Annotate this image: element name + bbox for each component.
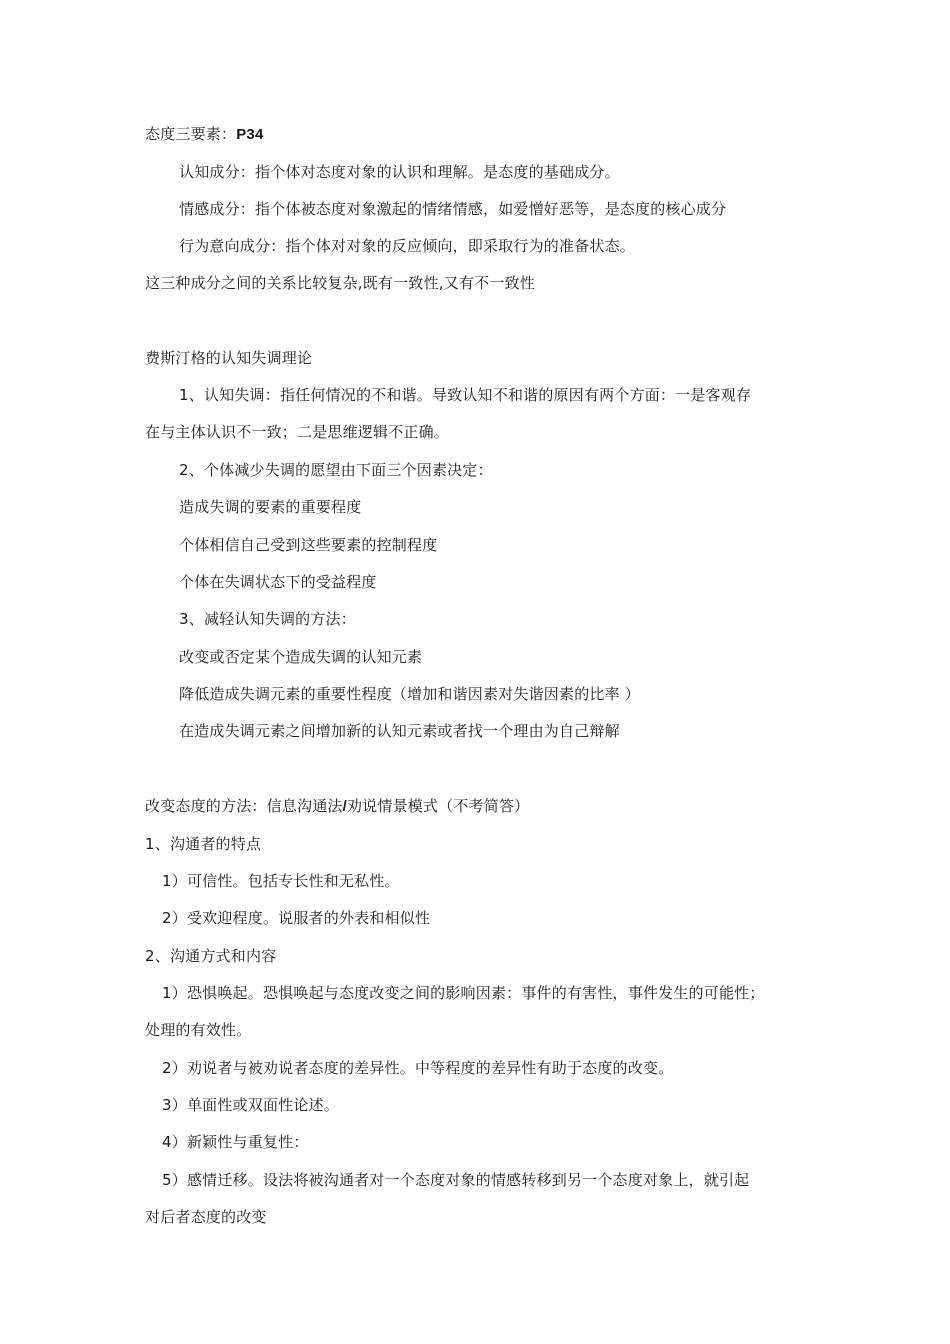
list-item: 造成失调的要素的重要程度 [179,498,362,516]
paragraph-cognitive: 认知成分：指个体对态度对象的认识和理解。是态度的基础成分。 [179,163,620,181]
section-title-attitude-components [145,124,264,145]
list-item: 改变或否定某个造成失调的认知元素 [179,648,423,666]
section-title-part-a: 改变态度的方法：信息沟通法 [145,797,343,815]
list-item: 2）受欢迎程度。说服者的外表和相似性 [162,909,431,927]
paragraph-relation: 这三种成分之间的关系比较复杂,既有一致性,又有不一致性 [145,274,535,292]
list-item-line1: 1）恐惧唤起。恐惧唤起与态度改变之间的影响因素：事件的有害性，事件发生的可能性； [162,984,765,1002]
list-item: 1）可信性。包括专长性和无私性。 [162,872,400,890]
list-item: 个体相信自己受到这些要素的控制程度 [179,536,438,554]
paragraph-reduce-methods: 3、减轻认知失调的方法： [179,610,356,628]
paragraph-dissonance-def-line1: 1、认知失调：指任何情况的不和谐。导致认知不和谐的原因有两个方面：一是客观存 [179,386,752,404]
list-item: 个体在失调状态下的受益程度 [179,573,377,591]
page-reference: P34 [236,126,264,143]
section-title-slash: / [342,798,347,815]
list-item: 在造成失调元素之间增加新的认知元素或者找一个理由为自己辩解 [179,722,620,740]
paragraph-reduce-desire: 2、个体减少失调的愿望由下面三个因素决定： [179,461,493,479]
list-item-line2: 处理的有效性。 [145,1021,252,1039]
list-item: 降低造成失调元素的重要性程度（增加和谐因素对失谐因素的比率 ） [179,685,640,703]
list-item-line2: 对后者态度的改变 [145,1208,267,1226]
section-title-dissonance: 费斯汀格的认知失调理论 [145,349,313,367]
list-item-line1: 5）感情迁移。设法将被沟通者对一个态度对象的情感转移到另一个态度对象上，就引起 [162,1171,750,1189]
paragraph-behavioral: 行为意向成分：指个体对对象的反应倾向，即采取行为的准备状态。 [179,237,636,255]
section-title-text: 态度三要素： [145,125,237,143]
paragraph-affective: 情感成分：指个体被态度对象激起的情绪情感，如爱憎好恶等，是态度的核心成分 [179,200,727,218]
list-item: 4）新颖性与重复性： [162,1133,309,1151]
subheading-method-content: 2、沟通方式和内容 [145,947,277,965]
section-title-part-b: 劝说情景模式（不考简答） [346,797,530,815]
paragraph-dissonance-def-line2: 在与主体认识不一致；二是思维逻辑不正确。 [145,423,450,441]
list-item: 3）单面性或双面性论述。 [162,1096,339,1114]
subheading-communicator: 1、沟通者的特点 [145,835,262,853]
section-title-change-attitude [145,796,529,817]
list-item: 2）劝说者与被劝说者态度的差异性。中等程度的差异性有助于态度的改变。 [162,1059,674,1077]
